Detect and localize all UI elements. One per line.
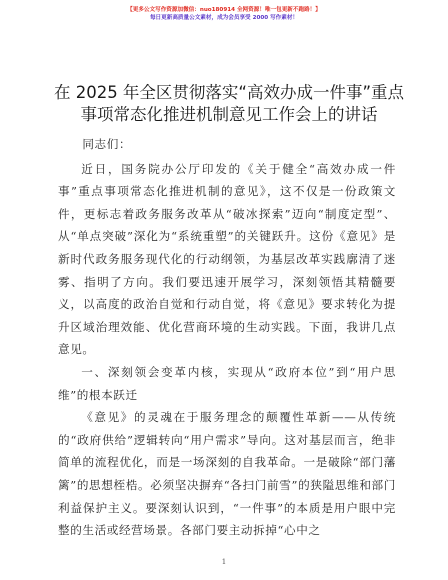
document-body (58, 133, 396, 542)
banner-line-1: 【更多公文写作资源加微信：nuo180914 全网资源！唯一包更新不跑路！】 (127, 7, 321, 13)
document-title: 在 2025 年全区贯彻落实“高效办成一件事”重点事项常态化推进机制意见工作会上的讲话 (53, 83, 405, 124)
header-banner (0, 6, 448, 23)
salutation: 同志们： (82, 137, 132, 151)
paragraph-intro: 近日，国务院办公厅印发的《关于健全“高效办成一件事”重点事项常态化推进机制的意见》，这不仅是一份政策文件，更标志着政务服务改革从“破冰探索”迈向“制度定型”、从“单点突破”深化为“系统重塑”的关键跃升。这份《意见》是新时代政务服务现代化的行动纲领，为基层改革实践廓清了迷雾、指明了方向。我们要迅速开展学习，深刻领悟其精髓要义，以高度的政治自觉和行动自觉，将《意见》要求转化为提升区域治理效能、优化营商环境的生动实践。下面，我讲几点意见。 (58, 161, 396, 357)
section-heading-1: 一、深刻领会变革内核，实现从“政府本位”到“用户思维”的根本跃迁 (58, 364, 396, 402)
paragraph-section-1: 《意见》的灵魂在于服务理念的颠覆性革新——从传统的“政府供给”逻辑转向“用户需求”导向。这对基层而言，绝非简单的流程优化，而是一场深刻的自我革命。一是破除“部门藩篱”的思想桎梏。必须坚决摒弃“各扫门前雪”的狭隘思维和部门利益保护主义。要深刻认识到，“一件事”的本质是用户眼中完整的生活或经营场景。各部门要主动拆掉“心中之 (58, 410, 396, 538)
banner-line-2: 每日更新高质量公文素材，成为会员享受 2000 写作素材！ (149, 15, 299, 21)
page-number: 1 (221, 558, 227, 566)
